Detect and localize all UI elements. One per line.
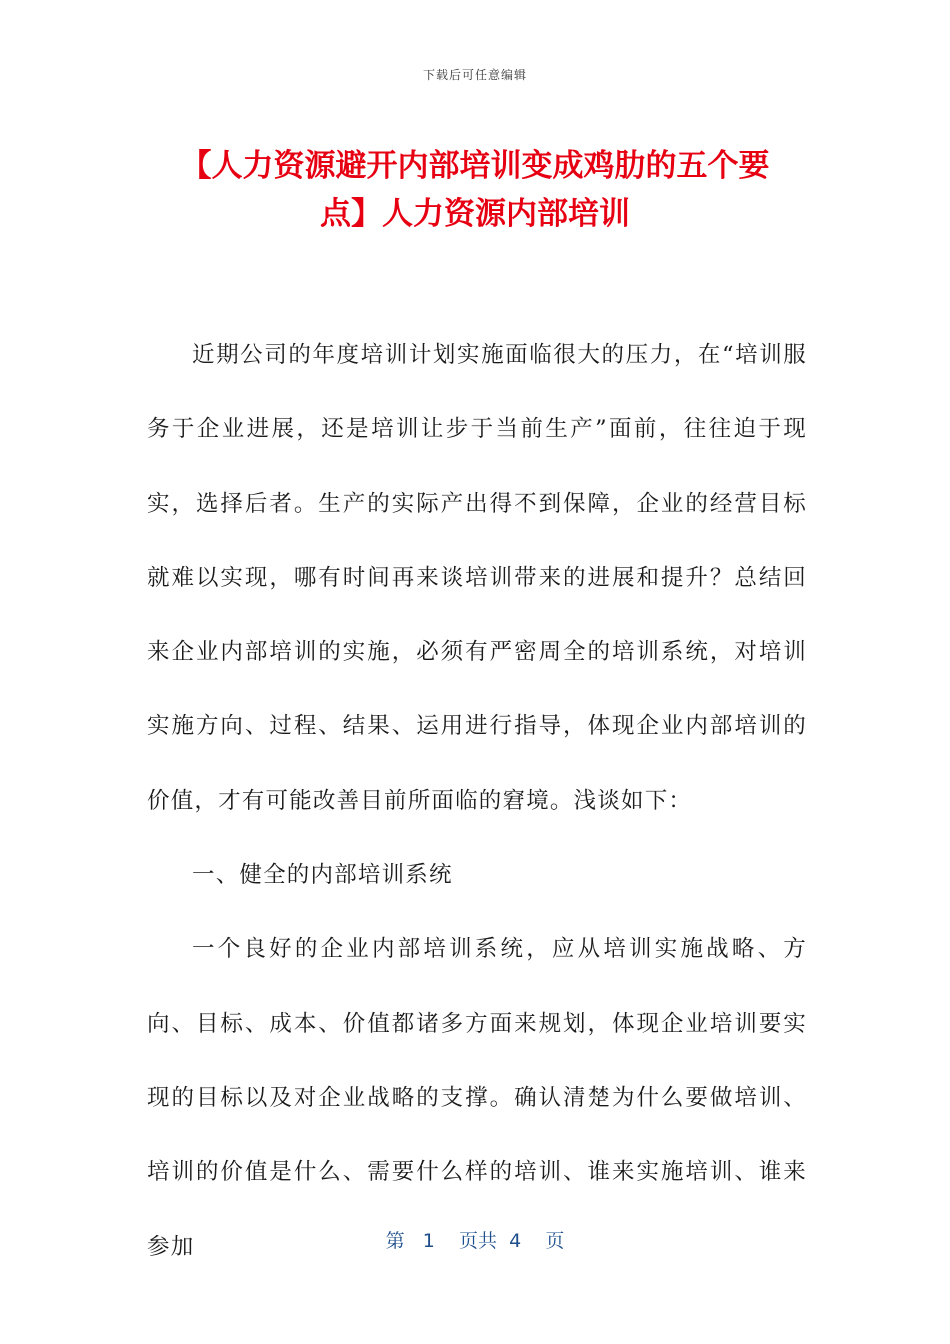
document-title	[140, 142, 810, 238]
title-line-2: 点】人力资源内部培训	[320, 196, 630, 232]
footer-prefix: 第	[385, 1230, 405, 1252]
footer-middle: 页共	[459, 1230, 498, 1252]
title-line-1: 【人力资源避开内部培训变成鸡肋的五个要	[180, 148, 770, 184]
footer-total-pages: 4	[509, 1230, 522, 1252]
footer-suffix: 页	[545, 1230, 565, 1252]
section-heading: 一、健全的内部培训系统	[192, 862, 453, 889]
document-body	[147, 318, 807, 1284]
footer-current-page: 1	[422, 1230, 435, 1252]
header-note: 下载后可任意编辑	[422, 68, 527, 82]
paragraph-section-1: 一个良好的企业内部培训系统，应从培训实施战略、方向、目标、成本、价值都诸多方面来规划，体现企业培训要实现的目标以及对企业战略的支撑。确认清楚为什么要做培训、培训的价值是什么、需要什么样的培训、谁来实施培训、谁来参加	[147, 936, 807, 1260]
paragraph-intro: 近期公司的年度培训计划实施面临很大的压力，在“培训服务于企业进展，还是培训让步于当前生产”面前，往往迫于现实，选择后者。生产的实际产出得不到保障，企业的经营目标就难以实现，哪有时间再来谈培训带来的进展和提升？总结回来企业内部培训的实施，必须有严密周全的培训系统，对培训实施方向、过程、结果、运用进行指导，体现企业内部培训的价值，才有可能改善目前所面临的窘境。浅谈如下：	[147, 342, 807, 814]
page-footer	[0, 1226, 950, 1253]
